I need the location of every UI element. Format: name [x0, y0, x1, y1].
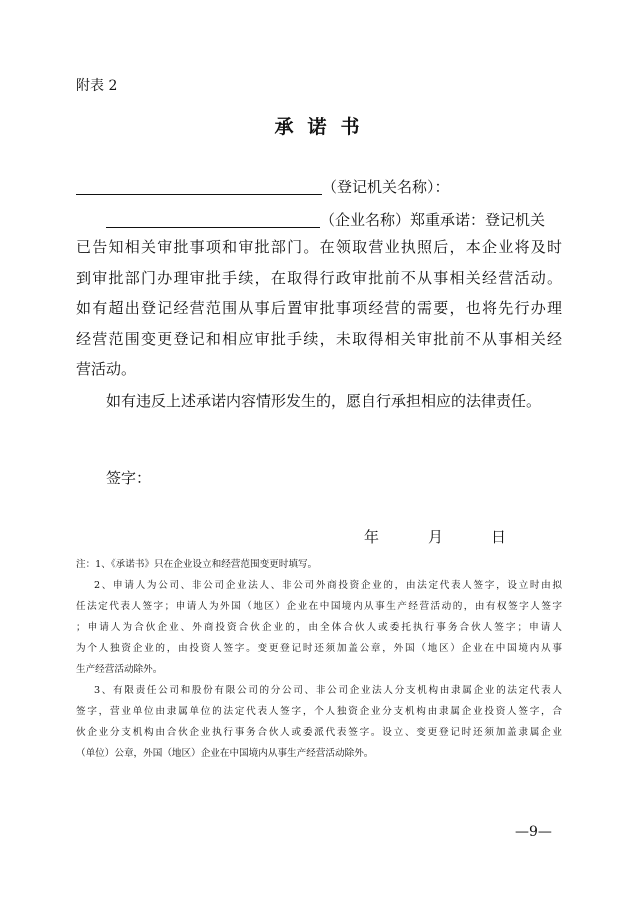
body-line: 已告知相关审批事项和审批部门。在领取营业执照后，本企业将及时	[76, 238, 562, 256]
registry-authority-label: （登记机关名称）：	[322, 178, 450, 196]
enterprise-name-line	[106, 209, 545, 230]
signature-label: 签字：	[106, 469, 152, 487]
body-line: 到审批部门办理审批手续，在取得行政审批前不从事相关经营活动。	[76, 268, 562, 287]
enterprise-name-label: （企业名称）郑重承诺：登记机关	[320, 211, 546, 229]
note-2-line: 生产经营活动除外。	[76, 664, 163, 675]
note-1: 注：1、《承诺书》只在企业设立和经营范围变更时填写。	[76, 559, 318, 570]
note-2-line: ；申请人为合伙企业、外商投资合伙企业的，由全体合伙人或委托执行事务合伙人签字；申请人	[76, 622, 562, 633]
registry-authority-blank[interactable]	[76, 178, 322, 195]
note-3-line: 签字，营业单位由隶属单位的法定代表人签字，个人独资企业分支机构由隶属企业投资人签字，合	[76, 706, 562, 717]
enterprise-name-blank[interactable]	[106, 211, 320, 228]
body-line: 营活动。	[76, 360, 137, 378]
note-3-line: 3、有限责任公司和股份有限公司的分公司、非公司企业法人分支机构由隶属企业的法定代表人	[94, 685, 562, 696]
note-2-line: 任法定代表人签字；申请人为外国（地区）企业在中国境内从事生产经营活动的，由有权签字人签字	[76, 601, 562, 612]
liability-statement: 如有违反上述承诺内容情形发生的，愿自行承担相应的法律责任。	[106, 391, 542, 410]
date-month: 月	[428, 528, 444, 546]
notes-section	[76, 554, 562, 764]
note-3-line: 伙企业分支机构由合伙企业执行事务合伙人或委派代表签字。设立、变更登记时还须加盖隶属企业	[76, 727, 562, 738]
date-day: 日	[491, 528, 507, 546]
note-2-line: 2、申请人为公司、非公司企业法人、非公司外商投资企业的，由法定代表人签字，设立时由拟	[94, 580, 562, 591]
page-number: —9—	[515, 824, 552, 840]
commitment-body	[76, 232, 562, 416]
note-3-line: （单位）公章，外国（地区）企业在中国境内从事生产经营活动除外。	[76, 748, 374, 759]
body-line: 经营范围变更登记和相应审批手续，未取得相关审批前不从事相关经	[76, 329, 562, 348]
date-year: 年	[364, 528, 380, 546]
document-title: 承诺书	[274, 116, 374, 138]
registry-authority-line	[76, 176, 450, 197]
note-2-line: 为个人独资企业的，由投资人签字。变更登记时还须加盖公章，外国（地区）企业在中国境内从事	[76, 643, 562, 654]
body-line: 如有超出登记经营范围从事后置审批事项经营的需要，也将先行办理	[76, 299, 562, 317]
attachment-label: 附表 2	[76, 78, 118, 94]
